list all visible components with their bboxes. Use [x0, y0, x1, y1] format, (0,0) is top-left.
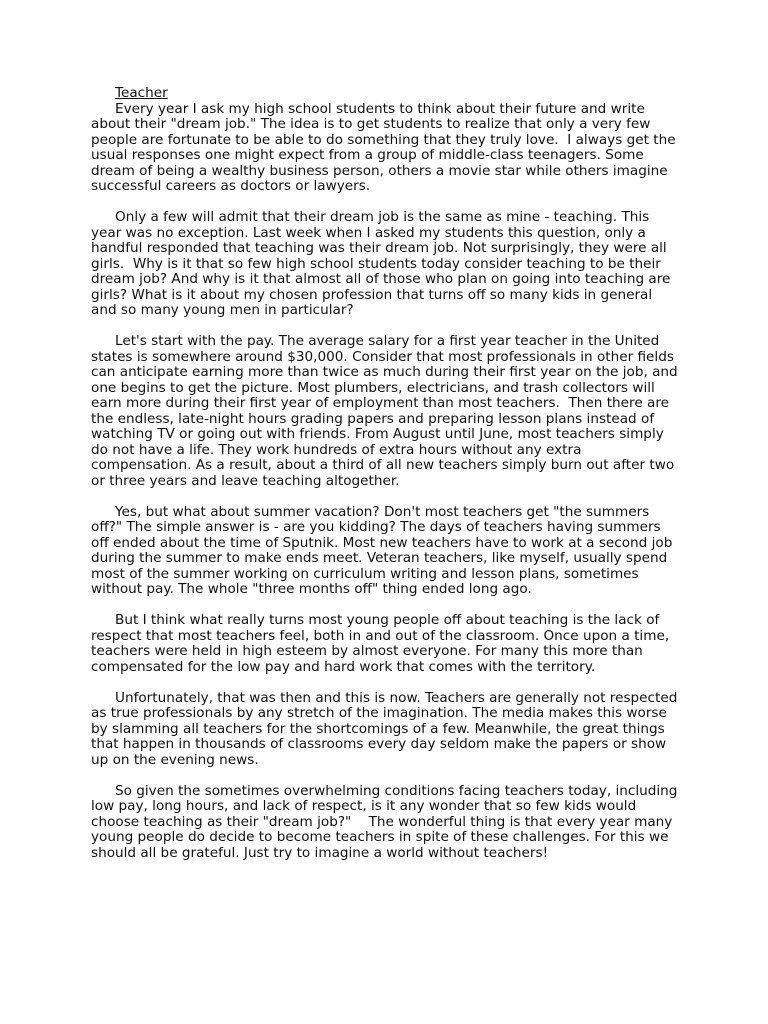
paragraph-3: Let's start with the pay. The average salary for a first year teacher in the United states is somewhere around $30,000. Consider that most professionals in other fields can anticipate earning more than twice as much during their first year on the job, and one begins to get the picture. Most plumbers, electricians, and trash collectors will earn more during their first year of employment than most teachers. Then there are the endless, late-night hours grading papers and preparing lesson plans instead of watching TV or going out with friends. From August until June, most teachers simply do not have a life. They work hundreds of extra hours without any extra compensation. As a result, about a third of all new teachers simply burn out after two or three years and leave teaching altogether. — [91, 333, 683, 489]
paragraph-1: Every year I ask my high school students to think about their future and write about their "dream job." The idea is to get students to realize that only a very few people are fortunate to be able to do something that they truly love. I always get the usual responses one might expect from a group of middle-class teenagers. Some dream of being a wealthy business person, others a movie star while others imagine successful careers as doctors or lawyers. — [91, 100, 680, 194]
document-body — [91, 86, 681, 877]
paragraph-5: But I think what really turns most young people off about teaching is the lack of respect that most teachers feel, both in and out of the classroom. Once upon a time, teachers were held in high esteem by almost everyone. For many this more than compensated for the low pay and hard work that comes with the territory. — [91, 612, 674, 675]
paragraph-4: Yes, but what about summer vacation? Don't most teachers get "the summers off?" The simple answer is - are you kidding? The days of teachers having summers off ended about the time of Sputnik. Most new teachers have to work at a second job during the summer to make ends meet. Veteran teachers, like myself, usually spend most of the summer working on curriculum writing and lesson plans, sometimes without pay. The whole "three months off" thing ended long ago. — [91, 503, 677, 597]
paragraph-2: Only a few will admit that their dream job is the same as mine - teaching. This year was no exception. Last week when I asked my students this question, only a handful responded that teaching was their dream job. Not surprisingly, they were all girls. Why is it that so few high school students today consider teaching to be their dream job? And why is it that almost all of those who plan on going into teaching are girls? What is it about my chosen profession that turns off so many kids in general and so many young men in particular? — [91, 209, 675, 318]
document-title: Teacher — [115, 85, 168, 101]
paragraph-6: Unfortunately, that was then and this is now. Teachers are generally not respected as true professionals by any stretch of the imagination. The media makes this worse by slamming all teachers for the shortcomings of a few. Meanwhile, the great things that happen in thousands of classrooms every day seldom make the papers or show up on the evening news. — [91, 689, 682, 768]
paragraph-7: So given the sometimes overwhelming conditions facing teachers today, including low pay, long hours, and lack of respect, is it any wonder that so few kids would choose teaching as their "dream job?" The wonderful thing is that every year many young people do decide to become teachers in spite of these challenges. For this we should all be grateful. Just try to imagine a world without teachers! — [91, 782, 682, 861]
